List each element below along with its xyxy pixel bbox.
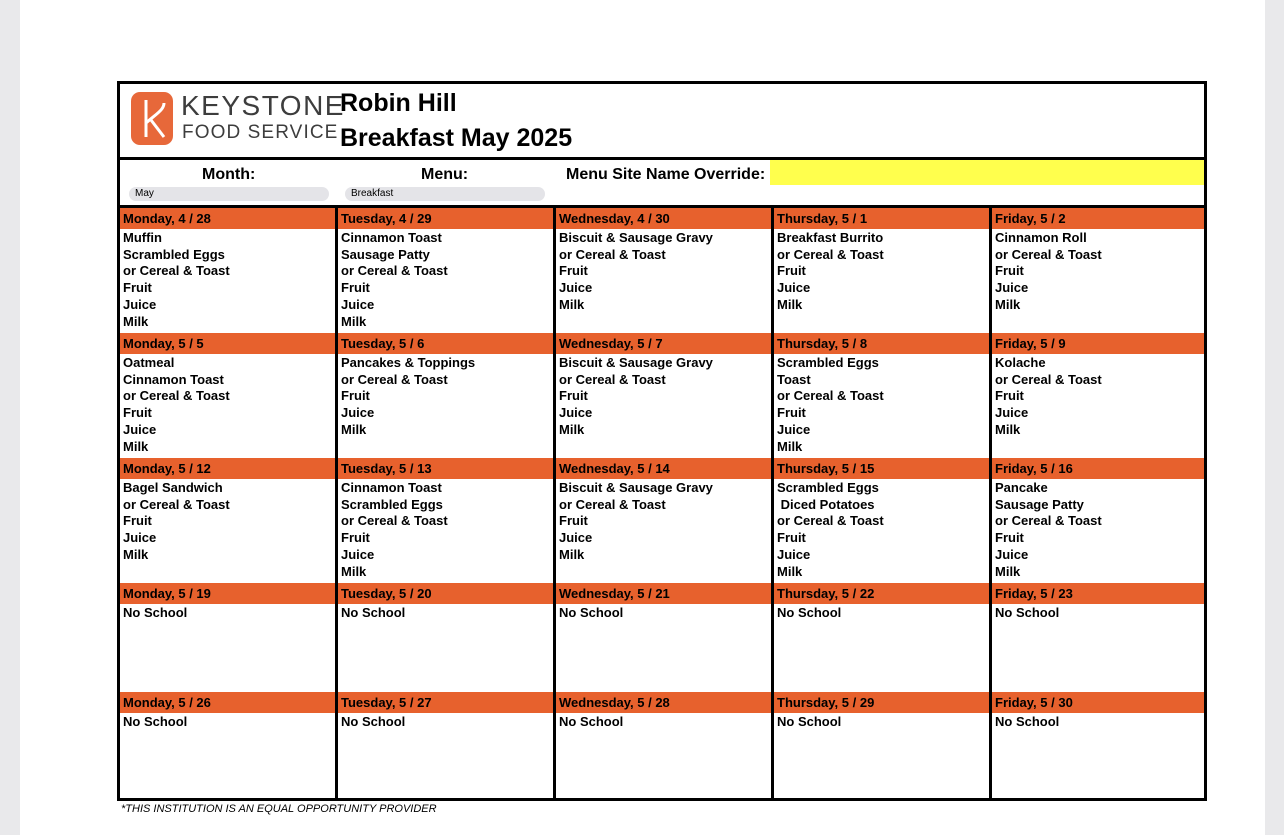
week-row (120, 458, 1204, 583)
menu-item: Fruit (123, 280, 152, 296)
menu-item: No School (341, 714, 406, 729)
day-cell (556, 208, 774, 333)
menu-item: Fruit (995, 263, 1024, 279)
menu-item: Biscuit & Sausage Gravy (559, 355, 713, 370)
menu-items (992, 479, 1204, 580)
menu-item: Fruit (341, 280, 370, 296)
day-cell (338, 583, 556, 692)
menu-select[interactable]: Breakfast (345, 187, 545, 201)
menu-item: Muffin (123, 230, 162, 245)
site-name-override-field[interactable] (770, 160, 1204, 185)
menu-calendar-grid (120, 205, 1204, 801)
menu-item: or Cereal & Toast (123, 496, 230, 512)
menu-item: Juice (123, 530, 157, 546)
day-cell (992, 692, 1204, 801)
day-header: Thursday, 5 / 15 (774, 458, 989, 479)
day-header: Thursday, 5 / 22 (774, 583, 989, 604)
menu-item: or Cereal & Toast (995, 246, 1102, 262)
menu-item: or Cereal & Toast (341, 513, 448, 529)
day-header: Monday, 5 / 26 (120, 692, 335, 713)
menu-item: Juice (995, 546, 1029, 562)
menu-item: Juice (777, 421, 811, 437)
menu-items (774, 713, 989, 731)
day-header: Friday, 5 / 2 (992, 208, 1204, 229)
menu-item: Milk (995, 563, 1021, 579)
menu-item: Milk (995, 296, 1021, 312)
menu-items (774, 354, 989, 455)
day-cell (556, 458, 774, 583)
day-cell (774, 458, 992, 583)
day-cell (556, 583, 774, 692)
day-cell (338, 333, 556, 458)
menu-item: Scrambled Eggs (777, 355, 879, 370)
menu-item: Milk (559, 296, 585, 312)
week-row (120, 692, 1204, 801)
week-row (120, 583, 1204, 692)
menu-item: Cinnamon Toast (341, 480, 442, 495)
menu-item: Fruit (559, 513, 588, 529)
menu-items (992, 354, 1204, 439)
menu-item: No School (341, 605, 406, 620)
menu-item: Milk (777, 563, 803, 579)
menu-item: Milk (123, 313, 149, 329)
menu-item: No School (995, 605, 1060, 620)
menu-item: Fruit (341, 388, 370, 404)
menu-item: Kolache (995, 355, 1046, 370)
menu-items (774, 604, 989, 622)
menu-items (120, 604, 335, 622)
day-header: Wednesday, 5 / 14 (556, 458, 771, 479)
day-header: Monday, 4 / 28 (120, 208, 335, 229)
document-page (20, 0, 1265, 835)
menu-item: Milk (123, 546, 149, 562)
menu-item: Oatmeal (123, 355, 175, 370)
day-header: Tuesday, 4 / 29 (338, 208, 553, 229)
day-header: Monday, 5 / 5 (120, 333, 335, 354)
menu-items (338, 713, 553, 731)
day-header: Tuesday, 5 / 27 (338, 692, 553, 713)
menu-item: Diced Potatoes (777, 496, 875, 512)
menu-item: Fruit (995, 530, 1024, 546)
menu-item: Fruit (341, 530, 370, 546)
day-header: Friday, 5 / 9 (992, 333, 1204, 354)
menu-item: Juice (559, 280, 593, 296)
menu-item: Juice (995, 280, 1029, 296)
menu-item: No School (995, 714, 1060, 729)
menu-item: or Cereal & Toast (995, 371, 1102, 387)
menu-item: Juice (341, 296, 375, 312)
menu-item: Milk (559, 421, 585, 437)
menu-item: or Cereal & Toast (995, 513, 1102, 529)
menu-item: Juice (341, 546, 375, 562)
day-cell (556, 692, 774, 801)
menu-item: or Cereal & Toast (341, 371, 448, 387)
menu-item: No School (777, 714, 842, 729)
day-header: Wednesday, 5 / 28 (556, 692, 771, 713)
menu-item: Sausage Patty (995, 496, 1084, 512)
day-cell (992, 458, 1204, 583)
menu-item: or Cereal & Toast (777, 388, 884, 404)
menu-item: No School (559, 714, 624, 729)
logo-text-food-service: FOOD SERVICE (182, 122, 339, 143)
menu-items (120, 354, 335, 455)
menu-item: Pancake (995, 480, 1048, 495)
menu-settings (120, 160, 1204, 205)
site-name: Robin Hill (340, 89, 457, 117)
menu-items (556, 229, 771, 314)
menu-item: Biscuit & Sausage Gravy (559, 230, 713, 245)
day-cell (338, 458, 556, 583)
menu-item: No School (559, 605, 624, 620)
day-cell (774, 692, 992, 801)
menu-item: Cinnamon Toast (123, 371, 224, 387)
day-cell (774, 583, 992, 692)
menu-item: Fruit (777, 530, 806, 546)
day-cell (992, 583, 1204, 692)
logo-text-keystone: KEYSTONE (181, 90, 345, 121)
menu-items (120, 713, 335, 731)
menu-items (338, 229, 553, 330)
menu-item: Biscuit & Sausage Gravy (559, 480, 713, 495)
menu-item: Milk (777, 296, 803, 312)
override-label: Menu Site Name Override: (566, 166, 766, 183)
menu-item: Cinnamon Roll (995, 230, 1087, 245)
menu-item: No School (123, 714, 188, 729)
menu-item: Toast (777, 371, 811, 387)
menu-item: Breakfast Burrito (777, 230, 884, 245)
month-select[interactable]: May (129, 187, 329, 201)
day-cell (774, 208, 992, 333)
menu-item: Juice (559, 530, 593, 546)
day-header: Monday, 5 / 19 (120, 583, 335, 604)
menu-item: No School (777, 605, 842, 620)
menu-items (338, 354, 553, 439)
menu-item: Bagel Sandwich (123, 480, 223, 495)
day-header: Thursday, 5 / 1 (774, 208, 989, 229)
week-row (120, 333, 1204, 458)
menu-item: Scrambled Eggs (341, 496, 443, 512)
menu-item: Scrambled Eggs (777, 480, 879, 495)
day-header: Tuesday, 5 / 6 (338, 333, 553, 354)
menu-items (338, 479, 553, 580)
day-header: Friday, 5 / 30 (992, 692, 1204, 713)
menu-items (556, 354, 771, 439)
menu-item: Pancakes & Toppings (341, 355, 476, 370)
menu-items (120, 229, 335, 330)
menu-item: Fruit (123, 513, 152, 529)
menu-items (774, 229, 989, 314)
menu-item: Juice (777, 546, 811, 562)
menu-item: Fruit (559, 263, 588, 279)
menu-label: Menu: (421, 166, 469, 183)
menu-item: Milk (341, 421, 367, 437)
day-cell (774, 333, 992, 458)
menu-header (120, 84, 1204, 160)
menu-item: Juice (341, 405, 375, 421)
day-header: Thursday, 5 / 8 (774, 333, 989, 354)
menu-item: Fruit (777, 263, 806, 279)
menu-items (992, 229, 1204, 314)
day-cell (992, 333, 1204, 458)
menu-item: Juice (123, 421, 157, 437)
menu-items (120, 479, 335, 564)
menu-item: Milk (123, 438, 149, 454)
month-label: Month: (202, 166, 256, 183)
menu-item: Milk (341, 313, 367, 329)
menu-item: Juice (777, 280, 811, 296)
menu-items (992, 604, 1204, 622)
day-header: Wednesday, 5 / 7 (556, 333, 771, 354)
day-cell (120, 333, 338, 458)
menu-item: Sausage Patty (341, 246, 430, 262)
day-header: Monday, 5 / 12 (120, 458, 335, 479)
day-cell (338, 692, 556, 801)
menu-item: or Cereal & Toast (341, 263, 448, 279)
week-row (120, 208, 1204, 333)
day-cell (120, 692, 338, 801)
menu-item: Milk (559, 546, 585, 562)
menu-item: Cinnamon Toast (341, 230, 442, 245)
menu-item: or Cereal & Toast (777, 246, 884, 262)
day-cell (120, 208, 338, 333)
menu-title: Breakfast May 2025 (340, 124, 573, 152)
menu-item: Juice (559, 405, 593, 421)
day-cell (338, 208, 556, 333)
day-cell (556, 333, 774, 458)
menu-item: or Cereal & Toast (123, 388, 230, 404)
day-header: Friday, 5 / 16 (992, 458, 1204, 479)
day-cell (120, 583, 338, 692)
day-header: Tuesday, 5 / 20 (338, 583, 553, 604)
menu-sheet (117, 81, 1207, 801)
menu-items (774, 479, 989, 580)
menu-item: No School (123, 605, 188, 620)
menu-item: Scrambled Eggs (123, 246, 225, 262)
day-header: Wednesday, 5 / 21 (556, 583, 771, 604)
menu-item: Juice (995, 405, 1029, 421)
menu-item: or Cereal & Toast (777, 513, 884, 529)
day-header: Friday, 5 / 23 (992, 583, 1204, 604)
menu-item: Fruit (777, 405, 806, 421)
menu-item: or Cereal & Toast (559, 496, 666, 512)
menu-item: or Cereal & Toast (123, 263, 230, 279)
menu-item: Milk (995, 421, 1021, 437)
menu-item: or Cereal & Toast (559, 371, 666, 387)
menu-items (338, 604, 553, 622)
menu-item: Fruit (995, 388, 1024, 404)
day-cell (992, 208, 1204, 333)
menu-item: Milk (777, 438, 803, 454)
menu-item: Juice (123, 296, 157, 312)
day-header: Tuesday, 5 / 13 (338, 458, 553, 479)
keystone-logo-icon (131, 92, 173, 145)
menu-item: or Cereal & Toast (559, 246, 666, 262)
menu-items (556, 713, 771, 731)
menu-items (556, 604, 771, 622)
menu-item: Fruit (123, 405, 152, 421)
menu-item: Fruit (559, 388, 588, 404)
equal-opportunity-notice: *THIS INSTITUTION IS AN EQUAL OPPORTUNITY PROVIDER (121, 803, 437, 815)
day-header: Thursday, 5 / 29 (774, 692, 989, 713)
day-header: Wednesday, 4 / 30 (556, 208, 771, 229)
menu-items (992, 713, 1204, 731)
day-cell (120, 458, 338, 583)
menu-items (556, 479, 771, 564)
menu-item: Milk (341, 563, 367, 579)
